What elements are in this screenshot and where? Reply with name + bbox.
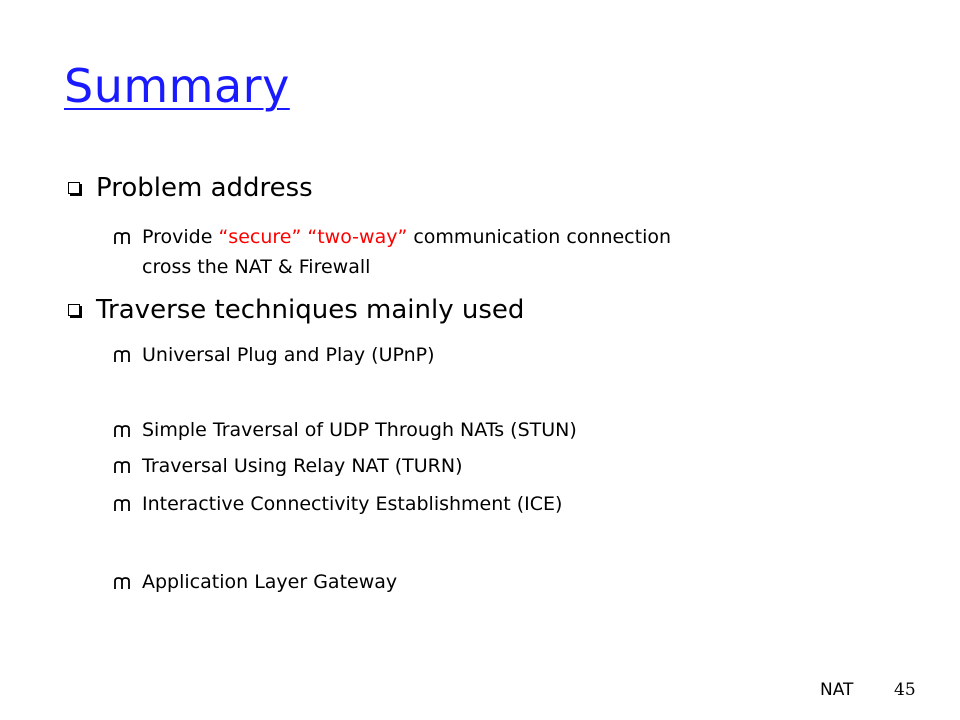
bullet-problem-address: [96, 172, 313, 204]
sub-bullet-text: Universal Plug and Play (UPnP): [142, 344, 435, 366]
sub-bullet-text: Interactive Connectivity Establishment (ICE): [142, 493, 563, 515]
sub-bullet-suffix: communication connection: [407, 226, 672, 248]
sub-bullet-line2: cross the NAT & Firewall: [142, 256, 371, 278]
sub-bullet-text: Application Layer Gateway: [142, 571, 398, 593]
m-bullet-icon: [114, 349, 130, 363]
quote-secure: “secure”: [218, 226, 302, 248]
bullet-traverse-techniques: [96, 294, 524, 326]
sub-bullet-text: Simple Traversal of UDP Through NATs (STUN): [142, 419, 577, 441]
sub-bullet-provide-continued: [142, 255, 370, 279]
m-bullet-icon: [114, 424, 130, 438]
bullet-text: Problem address: [96, 173, 313, 203]
quote-two-way: “two-way”: [307, 226, 408, 248]
sub-bullet-text: Traversal Using Relay NAT (TURN): [142, 455, 463, 477]
footer-label: NAT: [820, 680, 854, 700]
slide-title: Summary: [64, 59, 290, 113]
square-bullet-icon: [68, 304, 80, 316]
m-bullet-icon: [114, 231, 130, 245]
sub-bullet-stun: [142, 418, 577, 442]
m-bullet-icon: [114, 576, 130, 590]
sub-bullet-upnp: [142, 343, 435, 367]
bullet-text: Traverse techniques mainly used: [96, 295, 525, 325]
sub-bullet-prefix: Provide: [142, 226, 219, 248]
sub-bullet-provide: [142, 225, 671, 249]
m-bullet-icon: [114, 460, 130, 474]
sub-bullet-ice: [142, 492, 562, 516]
sub-bullet-turn: [142, 454, 462, 478]
square-bullet-icon: [68, 182, 80, 194]
m-bullet-icon: [114, 498, 130, 512]
page-number: 45: [894, 680, 916, 700]
sub-bullet-alg: [142, 570, 397, 594]
